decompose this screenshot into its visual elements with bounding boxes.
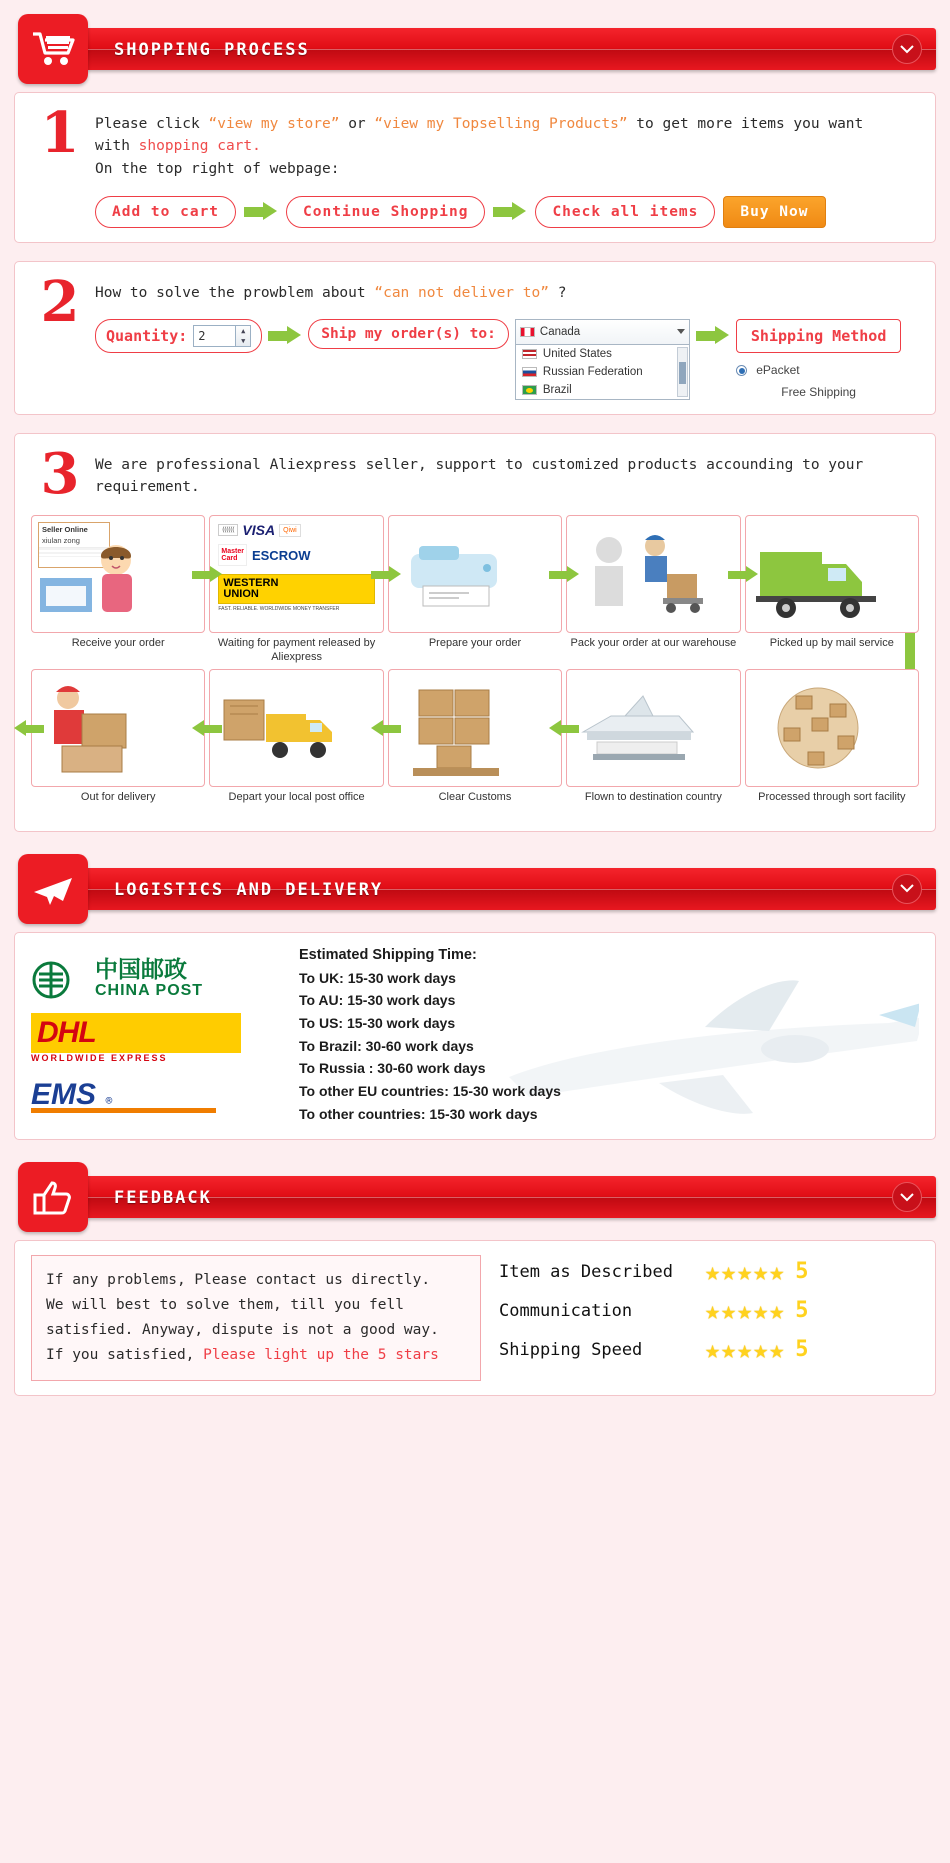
section-title: FEEDBACK (114, 1188, 212, 1209)
arrow-right-icon (268, 327, 302, 345)
flow-caption: Waiting for payment released by Aliexpress (217, 637, 376, 663)
flow-caption: Depart your local post office (228, 790, 365, 803)
flow-step-5 (745, 515, 919, 667)
rating-score: 5 (795, 1298, 809, 1324)
option-label: Russian Federation (542, 365, 643, 378)
option-label: United States (542, 347, 612, 360)
rating-label: Shipping Speed (499, 1339, 643, 1360)
shipping-option-label: ePacket (756, 362, 800, 377)
flow-step-8 (388, 669, 562, 817)
shipping-price: Free Shipping (781, 384, 856, 399)
flow-caption: Receive your order (71, 637, 165, 650)
chevron-down-icon[interactable] (677, 329, 685, 334)
view-my-store-quote: “view my store” (208, 116, 340, 132)
country-selected-value: Canada (539, 325, 581, 338)
china-post-logo (31, 951, 281, 1009)
step2-text-b: ? (557, 285, 567, 302)
shopping-cart-icon (18, 14, 88, 84)
buy-now-button[interactable]: Buy Now (723, 196, 825, 228)
rating-label: Communication (499, 1300, 633, 1321)
shipping-method-label: Shipping Method (736, 319, 901, 353)
section-header-shopping-process (14, 10, 936, 82)
flow-step-7 (566, 669, 740, 817)
china-post-chinese: 中国邮政 (95, 957, 187, 984)
china-post-label: CHINA POST (95, 982, 204, 1000)
rating-stars-icon: ★★★★★ (705, 1335, 786, 1365)
chevron-down-icon[interactable] (892, 34, 922, 64)
section-header-logistics (14, 850, 936, 922)
logistics-panel (14, 932, 936, 1141)
carrier-logos (31, 947, 281, 1126)
option-label: Brazil (542, 383, 572, 396)
quantity-input[interactable] (193, 325, 251, 347)
printer-label-icon (388, 515, 562, 633)
country-option-russian-federation[interactable] (516, 363, 689, 381)
arrow-right-icon (244, 203, 278, 221)
rating-row-communication (499, 1296, 919, 1326)
arrow-left-icon (14, 721, 44, 737)
country-select[interactable] (515, 319, 690, 345)
shipping-line-au: To AU: 15-30 work days (299, 992, 456, 1009)
step1-or: or (348, 116, 366, 132)
flow-caption: Pack your order at our warehouse (570, 637, 737, 650)
shipping-line-russia: To Russia : 30-60 work days (299, 1060, 486, 1077)
country-select-group[interactable] (515, 319, 690, 400)
flow-caption: Prepare your order (428, 637, 522, 650)
feedback-note (31, 1255, 481, 1381)
arrow-right-icon (696, 327, 730, 345)
shipping-line-eu: To other EU countries: 15-30 work days (299, 1082, 561, 1099)
rating-score: 5 (795, 1259, 809, 1285)
shopping-cart-text: shopping cart. (138, 138, 261, 155)
spinner-up-icon[interactable]: ▲ (241, 326, 246, 335)
note-line-2: We will best to solve them, till you fell (46, 1297, 404, 1314)
flow-step-1 (31, 515, 205, 667)
estimated-shipping-block (299, 947, 561, 1126)
step-number: 1 (40, 100, 80, 166)
seller-badge-name: xiulan zong (42, 536, 80, 546)
step-number: 3 (40, 440, 80, 507)
arrow-left-icon (549, 721, 579, 737)
step-1-text (95, 113, 919, 180)
add-to-cart-button[interactable]: Add to cart (95, 196, 236, 228)
shipping-line-other: To other countries: 15-30 work days (299, 1105, 538, 1122)
shipping-line-brazil: To Brazil: 30-60 work days (299, 1037, 474, 1054)
estimated-shipping-title: Estimated Shipping Time: (299, 946, 477, 963)
continue-shopping-button[interactable]: Continue Shopping (286, 196, 485, 228)
rating-stars-icon: ★★★★★ (705, 1257, 786, 1287)
spinner-arrows-icon[interactable] (235, 326, 250, 346)
arrow-left-icon (371, 721, 401, 737)
rating-label: Item as Described (499, 1261, 673, 1282)
flow-caption: Clear Customs (438, 790, 512, 803)
arrow-right-icon (371, 567, 401, 583)
rating-stars-icon: ★★★★★ (705, 1296, 786, 1326)
rating-row-shipping-speed (499, 1335, 919, 1365)
radio-selected-icon[interactable] (736, 365, 747, 376)
flow-step-3 (388, 515, 562, 667)
stacked-boxes-icon (388, 669, 562, 787)
ems-logo: EMS ® (31, 1067, 281, 1125)
arrow-left-icon (192, 721, 222, 737)
quantity-value: 2 (198, 328, 206, 343)
western-union-tagline: FAST. RELIABLE. WORLDWIDE MONEY TRANSFER (218, 606, 340, 613)
courier-parcel-icon (31, 669, 205, 787)
post-van-icon (209, 669, 383, 787)
note-line-4-highlight: Please light up the 5 stars (203, 1347, 439, 1364)
seller-online-chat-icon (31, 515, 205, 633)
rating-row-item-as-described (499, 1257, 919, 1287)
seller-badge-title: Seller Online (42, 525, 88, 535)
cannot-deliver-quote: “can not deliver to” (374, 285, 549, 302)
flow-caption: Picked up by mail service (769, 637, 894, 650)
note-line-3: satisfied. Anyway, dispute is not a good way. (46, 1322, 439, 1339)
country-dropdown-list[interactable] (515, 345, 690, 400)
sorting-globe-icon (745, 669, 919, 787)
flow-step-9 (209, 669, 383, 817)
thumbs-up-icon (18, 1162, 88, 1232)
step1-line2-a: with (95, 138, 130, 155)
step-3-panel (14, 433, 936, 832)
dhl-sub: WORLDWIDE EXPRESS (31, 1052, 168, 1063)
ship-to-label: Ship my order(s) to: (308, 319, 509, 349)
chevron-down-icon[interactable] (892, 874, 922, 904)
section-title: LOGISTICS AND DELIVERY (114, 879, 384, 900)
rating-score: 5 (795, 1337, 809, 1363)
feedback-panel (14, 1240, 936, 1396)
cargo-airplane-icon (566, 669, 740, 787)
flow-caption: Processed through sort facility (758, 790, 906, 803)
section-title: SHOPPING PROCESS (114, 40, 310, 60)
check-all-items-button[interactable]: Check all items (535, 196, 715, 228)
step-1-buttons (95, 196, 919, 228)
step-number: 2 (40, 269, 80, 336)
spinner-down-icon[interactable]: ▼ (241, 336, 246, 345)
step2-text-a: How to solve the prowblem about (95, 285, 366, 302)
dropdown-scrollbar[interactable] (677, 347, 688, 397)
flow-caption: Out for delivery (80, 790, 156, 803)
step-3-text: We are professional Aliexpress seller, support to customized products accounding to your requirement. (95, 456, 864, 496)
shipping-option-row[interactable] (736, 363, 901, 377)
arrow-right-icon (549, 567, 579, 583)
country-option-brazil[interactable] (516, 381, 689, 399)
step1-line1-a: Please click (95, 116, 200, 132)
delivery-truck-icon (745, 515, 919, 633)
fulfilment-flow (31, 515, 919, 817)
dhl-logo: DHL WORLDWIDE EXPRESS (31, 1009, 281, 1067)
payment-methods-icon: (((((( VISA Qiwi Master Card ESCROW WESTERN UNION FAST. RELIABLE. WORLDWIDE MONEY TRANSFER (209, 515, 383, 633)
quantity-stepper[interactable] (95, 319, 262, 353)
flow-caption: Flown to destination country (584, 790, 722, 803)
country-option-united-states[interactable] (516, 345, 689, 363)
worker-packing-icon (566, 515, 740, 633)
step1-line1-b: to get more items you want (636, 116, 864, 132)
shipping-method-group (736, 319, 901, 399)
flag-canada-icon (520, 327, 535, 337)
flag-brazil-icon (522, 385, 537, 395)
step-2-panel (14, 261, 936, 414)
flow-step-2 (209, 515, 383, 667)
step-2-text (95, 282, 919, 304)
note-line-4-a: If you satisfied, (46, 1347, 195, 1364)
note-line-4 (46, 1343, 466, 1368)
note-line-1: If any problems, Please contact us directly. (46, 1272, 431, 1289)
flag-united-states-icon (522, 349, 537, 359)
shipping-line-us: To US: 15-30 work days (299, 1014, 456, 1031)
arrow-right-icon (493, 203, 527, 221)
flow-step-6 (745, 669, 919, 817)
step-1-panel (14, 92, 936, 243)
arrow-right-icon (728, 567, 758, 583)
step-2-controls (95, 319, 919, 400)
ems-label: EMS (31, 1078, 97, 1112)
flow-step-4 (566, 515, 740, 667)
step1-line3: On the top right of webpage: (95, 160, 340, 177)
airplane-icon (18, 854, 88, 924)
arrow-right-icon (192, 567, 222, 583)
flow-step-10 (31, 669, 205, 817)
view-topselling-quote: “view my Topselling Products” (374, 116, 628, 132)
ratings-block (499, 1255, 919, 1376)
quantity-label: Quantity: (106, 326, 188, 345)
shipping-line-uk: To UK: 15-30 work days (299, 969, 456, 986)
flag-russia-icon (522, 367, 537, 377)
section-header-feedback (14, 1158, 936, 1230)
